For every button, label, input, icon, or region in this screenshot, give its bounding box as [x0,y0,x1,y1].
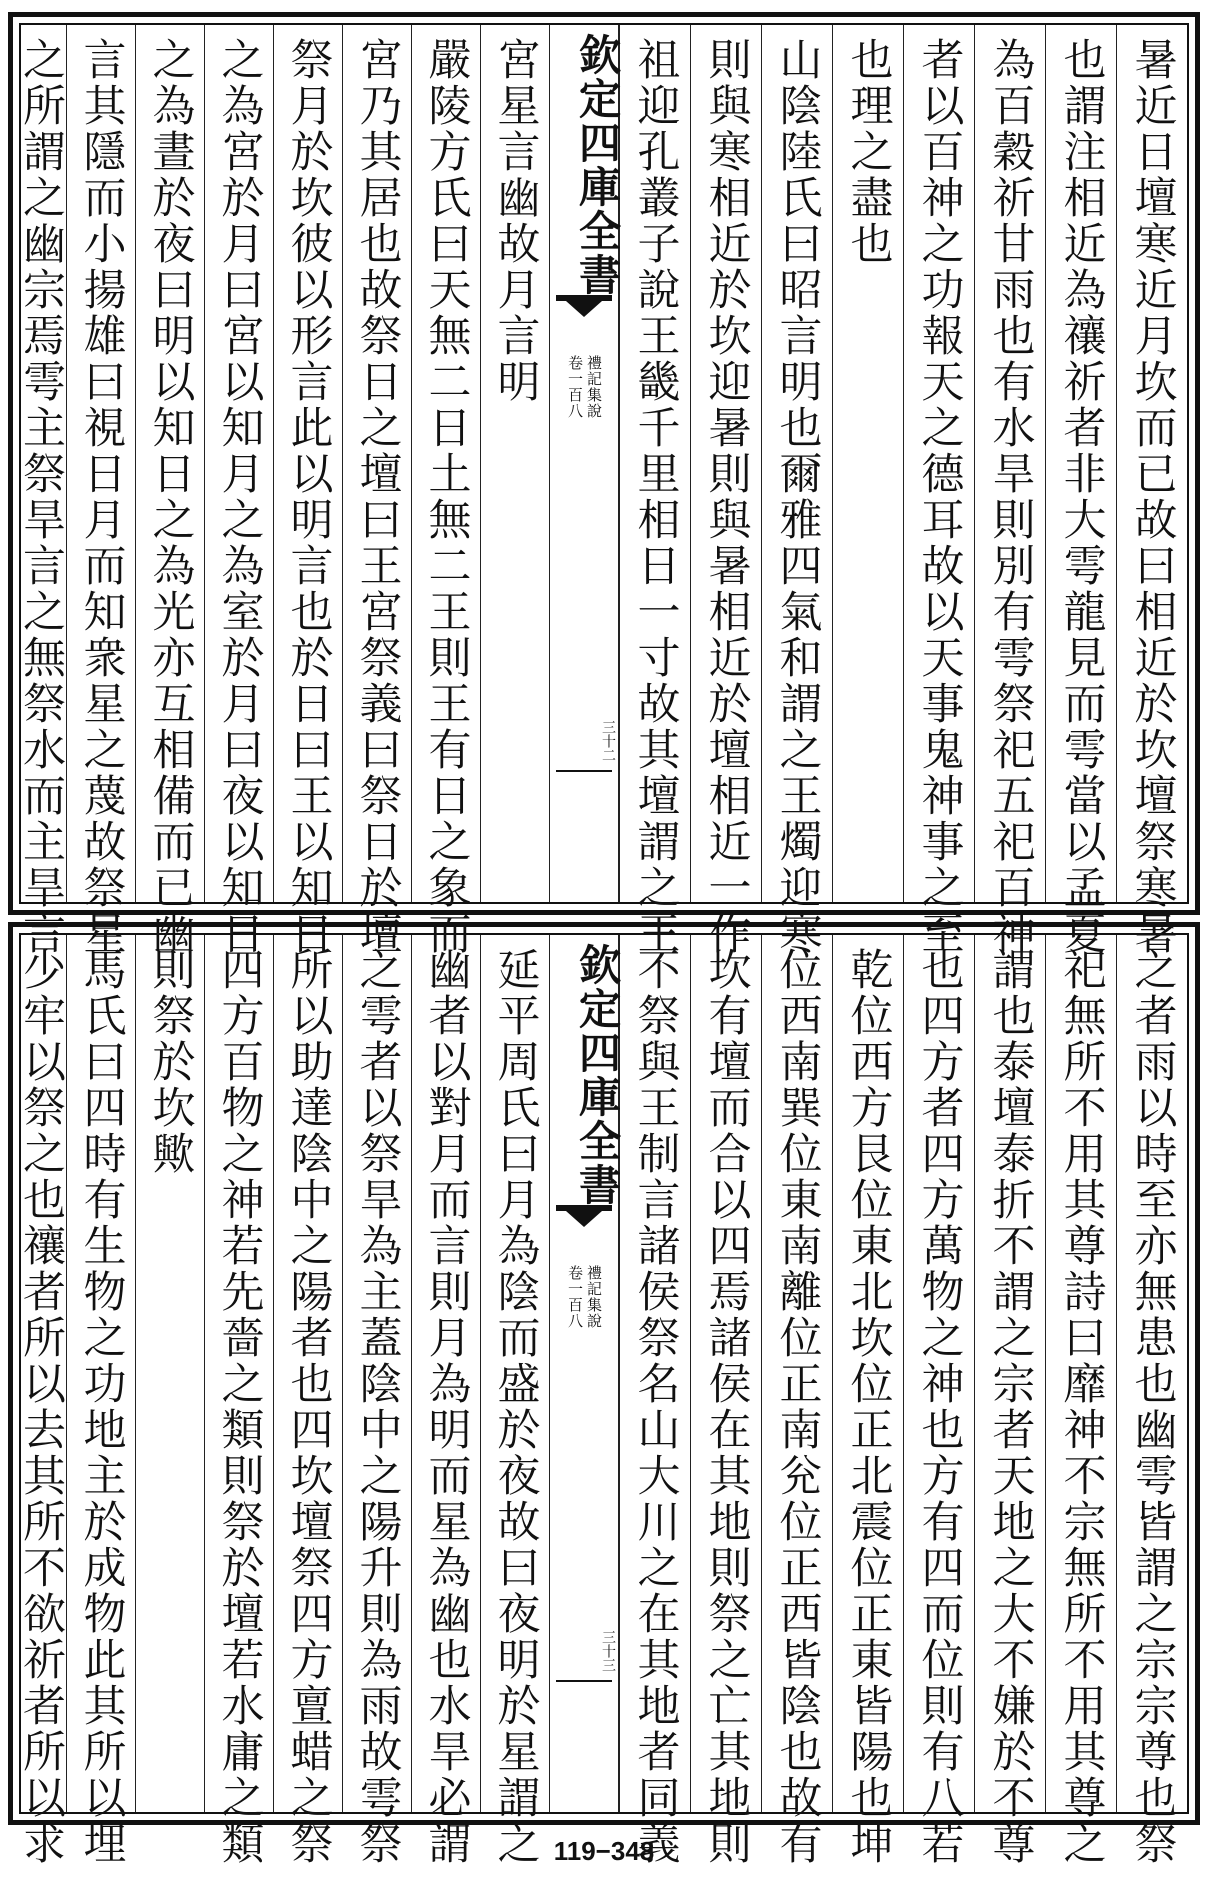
column-text: 祀無所不用其尊詩曰靡神不宗無所不用其尊之 [1056,947,1107,1867]
book-title: 禮記集說 [585,355,603,419]
text-column [135,935,204,1812]
column-text: 之所謂之幽宗焉雩主祭旱言之無祭水而主旱言 [16,37,66,957]
column-text: 四方百物之神若先嗇之類則祭於壇若水庸之類 [214,947,265,1867]
top-page-inner-frame [16,23,1189,957]
text-column [342,935,411,1867]
text-column [619,25,690,957]
text-column [903,935,974,1867]
book-label [550,355,618,419]
text-column [832,935,903,1867]
text-column [135,25,204,957]
column-text: 也謂注相近為禳祈者非大雩龍見而雩當以孟夏 [1056,37,1107,957]
column-text: 延平周氏曰月為陰而盛於夜故曰夜明於星謂之 [490,947,541,1867]
text-column [480,935,549,1867]
text-column [619,935,690,1867]
column-text: 謂也泰壇泰折不謂之宗者天地之大不嫌於不尊 [985,947,1036,1867]
center-column [549,935,622,1812]
text-column [204,25,273,957]
page-number-footer: 119−348 [553,1836,655,1866]
column-text: 則祭於坎歟 [145,947,196,1177]
column-text: 者以百神之功報天之德耳故以天事鬼神事之至 [914,37,965,957]
column-text: 馬氏曰四時有生物之功地主於成物此其所以埋 [76,947,127,1867]
text-column [15,25,66,957]
column-text: 坎有壇而合以四焉諸侯在其地則祭之亡其地則 [701,947,752,1867]
text-column [411,25,480,957]
text-column [273,935,342,1867]
fish-tail-mark [556,295,612,327]
column-text: 所以助達陰中之陽者也四坎壇祭四方亶蜡之祭 [283,947,334,1867]
text-column [1116,25,1187,957]
column-text: 嚴陵方氏曰天無二日土無二王則王有日之象而 [421,37,472,957]
column-text: 幽者以對月而言則月為明而星為幽也水旱必謂 [421,947,472,1867]
book-title: 禮記集說 [585,1265,603,1329]
folio-rule [556,770,612,772]
juan-number: 卷一百八 [566,1265,584,1329]
text-column [903,25,974,957]
text-column [974,935,1045,1867]
book-label [550,1265,618,1329]
column-text: 為百穀祈甘雨也有水旱則別有雩祭祀五祀百神 [985,37,1036,957]
column-text: 宮星言幽故月言明 [490,37,541,405]
top-page-frame [8,12,1200,957]
column-text: 祭月於坎彼以形言此以明言也於日曰王以知日 [283,37,334,957]
column-text: 宮乃其居也故祭日之壇曰王宮祭義曰祭日於壇 [352,37,403,957]
series-title: 欽定四庫全書 [573,943,622,1207]
fish-tail-mark [556,1205,612,1237]
text-column [690,25,761,957]
text-column [66,25,135,957]
text-column [411,935,480,1867]
column-text: 之為晝於夜曰明以知日之為光亦互相備而已幽 [145,37,196,957]
text-column [832,25,903,902]
column-text: 祖迎孔叢子說王畿千里相日一寸故其壇謂之王 [630,37,681,957]
juan-number: 卷一百八 [566,355,584,419]
column-text: 之者雨以時至亦無患也幽雩皆謂之宗宗尊也祭 [1127,947,1178,1867]
column-text: 則與寒相近於坎迎暑則與暑相近於壇相近一作 [701,37,752,957]
text-column [15,935,66,1867]
column-text: 也四方者四方萬物之神也方有四而位則有八若 [914,947,965,1867]
folio-number: 三十二 [600,720,616,762]
center-column [549,25,622,902]
column-text: 也理之盡也 [843,37,894,267]
column-text: 不祭與王制言諸侯祭名山大川之在其地者同義 [630,947,681,1867]
column-text: 少牢以祭之也禳者所以去其所不欲祈者所以求 [16,947,66,1867]
column-text: 暑近日壇寒近月坎而已故曰相近於坎壇祭寒暑 [1127,37,1178,957]
column-text: 位西南巽位東南離位正南兊位正西皆陰也故有 [772,947,823,1867]
column-text: 之雩者以祭旱為主蓋陰中之陽升則為雨故雩祭 [352,947,403,1867]
text-column [273,25,342,957]
column-text: 之為宮於月曰宮以知月之為室於月曰夜以知日 [214,37,265,957]
folio-rule [556,1680,612,1682]
text-column [342,25,411,957]
series-title: 欽定四庫全書 [573,33,622,297]
column-text: 言其隱而小揚雄曰視日月而知衆星之蔑故祭星 [76,37,127,957]
text-column [690,935,761,1867]
text-column [66,935,135,1867]
text-column [204,935,273,1867]
text-column [761,935,832,1867]
text-column [761,25,832,957]
column-text: 山陰陸氏曰昭言明也爾雅四氣和謂之王燭迎寒 [772,37,823,957]
text-column [974,25,1045,957]
text-column [1045,25,1116,957]
text-column [480,25,549,902]
column-text: 乾位西方艮位東北坎位正北震位正東皆陽也坤 [843,947,894,1867]
text-column [1045,935,1116,1867]
folio-number: 三十三 [600,1630,616,1672]
text-column [1116,935,1187,1867]
